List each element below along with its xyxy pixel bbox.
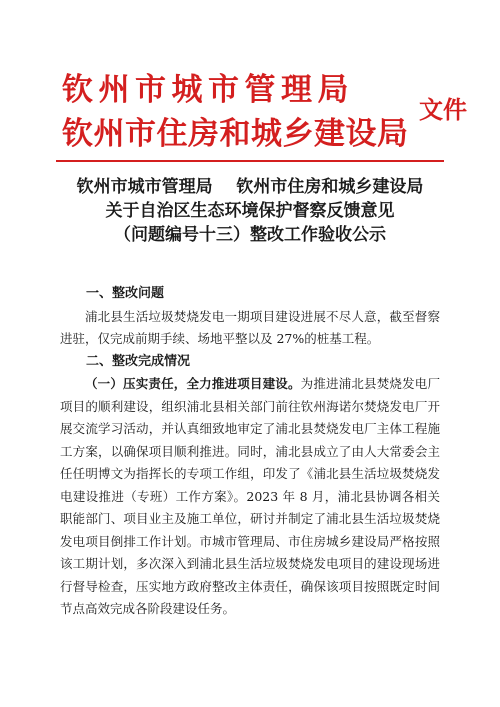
agency-name-housing-construction: 钦州市住房和城乡建设局 [62, 116, 409, 152]
title-line-2: 关于自治区生态环境保护督察反馈意见 [105, 201, 395, 221]
title-line-1: 钦州市城市管理局 钦州市住房和城乡建设局 [76, 177, 424, 197]
document-label: 文件 [419, 95, 467, 124]
section-heading-problem: 一、整改问题 [86, 286, 165, 301]
paragraph-text: 为推进浦北县焚烧发电厂项目的顺利建设，组织浦北县相关部门前往钦州海诺尔焚烧发电厂开展交流学习活动，并认真细致地审定了浦北县焚烧发电厂主体工程施工方案，以确保项目顺利推进。同时，浦北县成立了由人大常委会主任任明博文为指挥长的专项工作组，印发了《浦北县生活垃圾焚烧发电建设推进（专班）工作方案》。2023 年 8 月，浦北县协调各相关职能部门、项目业主及施工单位，研讨并制定了浦北县生活垃圾焚烧发电项目倒排工作计划。市城市管理局、市住房城乡建设局严格按照该工期计划，多次深入到浦北县生活垃圾焚烧发电项目的建设现场进行督导检查，压实地方政府整改主体责任，确保该项目按照既定时间节点高效完成各阶段建设任务。 [60, 376, 440, 616]
header-divider [56, 160, 444, 162]
section-paragraph-problem: 浦北县生活垃圾焚烧发电一期项目建设进展不尽人意，截至督察进驻，仅完成前期手续、场地平整以及 27%的桩基工程。 [60, 308, 440, 346]
paragraph-lead: （一）压实责任，全力推进项目建设。 [85, 376, 301, 391]
document-title [40, 175, 460, 247]
title-line-3: （问题编号十三）整改工作验收公示 [114, 225, 386, 245]
document-body [60, 283, 440, 621]
section-heading-progress: 二、整改完成情况 [86, 353, 191, 369]
section-paragraph-progress [60, 373, 440, 621]
agency-name-urban-management: 钦州市城市管理局 [62, 72, 354, 108]
document-header [62, 68, 482, 156]
